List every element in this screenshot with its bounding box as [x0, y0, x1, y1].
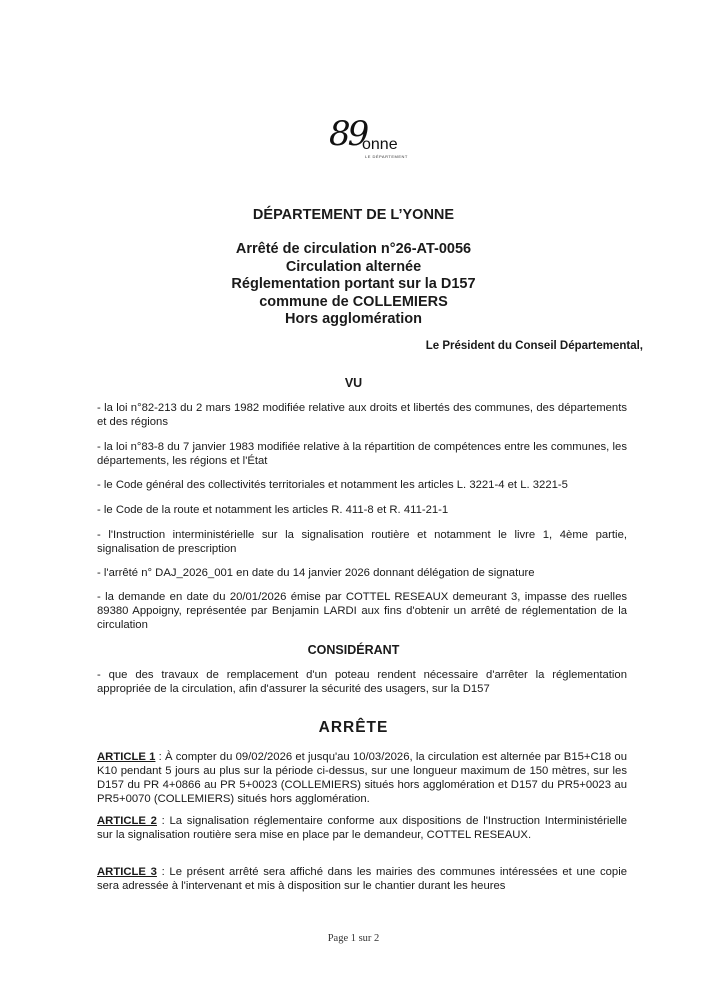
article-3	[97, 865, 627, 893]
vu-item: - la loi n°82-213 du 2 mars 1982 modifiée relative aux droits et libertés des communes, des départements et des régions	[97, 402, 627, 428]
president-line: Le Président du Conseil Départemental,	[425, 340, 643, 352]
article-3-text: : Le présent arrêté sera affiché dans les mairies des communes intéressées et une copie sera adressée à l'intervenant et mis à disposition sur le chantier durant les heures	[97, 866, 627, 892]
decree-titles	[0, 241, 707, 329]
logo-word: onne	[362, 136, 398, 153]
logo-script: 89	[329, 114, 367, 154]
vu-item: - la loi n°83-8 du 7 janvier 1983 modifiée relative à la répartition de compétences entre les communes, les départements, les régions et l'État	[97, 441, 627, 467]
logo-subtitle: LE DÉPARTEMENT	[365, 154, 408, 159]
page-number: Page 1 sur 2	[327, 933, 380, 944]
vu-item: - le Code général des collectivités territoriales et notamment les articles L. 3221-4 et L. 3221-5	[97, 479, 568, 491]
vu-item: - la demande en date du 20/01/2026 émise par COTTEL RESEAUX demeurant 3, impasse des ruelles 89380 Appoigny, représentée par Benjamin LARDI aux fins d'obtenir un arrêté de réglementation de la circulation	[97, 591, 627, 631]
decree-commune: commune de COLLEMIERS	[259, 293, 448, 310]
decree-number: Arrêté de circulation n°26-AT-0056	[235, 241, 472, 257]
article-2-text: : La signalisation réglementaire conforme aux dispositions de l'Instruction Interministérielle sur la signalisation routière sera mise en place par le demandeur, COTTEL RESEAUX.	[97, 815, 627, 841]
vu-item: - l'Instruction interministérielle sur la signalisation routière et notamment le livre 1, 4ème partie, signalisation de prescription	[97, 529, 627, 555]
article-1-text: : À compter du 09/02/2026 et jusqu'au 10/03/2026, la circulation est alternée par B15+C18 ou K10 pendant 5 jours au plus sur la période ci-dessus, sur une longueur maximum de 150 mètres, sur les D157 du PR 4+0866 au PR 5+0023 (COLLEMIERS) situés hors agglomération et D157 du PR5+0023 au PR5+0070 (COLLEMIERS) situés hors agglomération.	[97, 751, 627, 805]
department-logo	[329, 114, 419, 169]
arrete-heading: ARRÊTE	[318, 719, 389, 736]
article-1	[97, 750, 627, 806]
vu-heading: VU	[344, 376, 363, 390]
article-1-label: ARTICLE 1	[97, 751, 156, 763]
department-title: DÉPARTEMENT DE L’YONNE	[252, 207, 455, 223]
decree-zone: Hors agglomération	[285, 311, 422, 327]
vu-item: - l'arrêté n° DAJ_2026_001 en date du 14 janvier 2026 donnant délégation de signature	[97, 567, 535, 579]
decree-subject: Circulation alternée	[285, 258, 422, 275]
article-3-label: ARTICLE 3	[97, 866, 157, 878]
article-2	[97, 814, 627, 842]
considerant-heading: CONSIDÉRANT	[307, 643, 400, 657]
vu-item: - le Code de la route et notamment les articles R. 411-8 et R. 411-21-1	[97, 504, 449, 516]
article-2-label: ARTICLE 2	[97, 815, 157, 827]
considerant-text: - que des travaux de remplacement d'un poteau rendent nécessaire d'arrêter la réglementation appropriée de la circulation, afin d'assurer la sécurité des usagers, sur la D157	[97, 669, 627, 695]
decree-road: Réglementation portant sur la D157	[231, 276, 476, 292]
